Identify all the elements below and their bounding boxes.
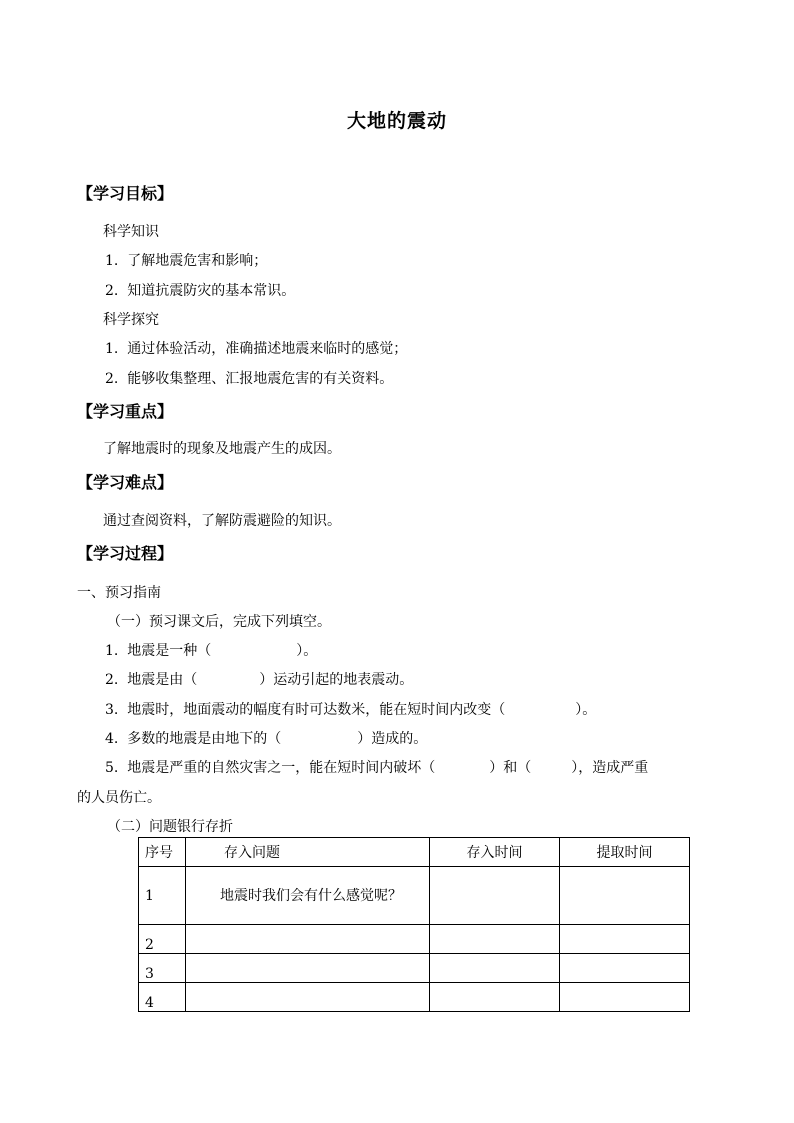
row-question bbox=[186, 954, 430, 983]
fill-item-5-continued: 的人员伤亡。 bbox=[77, 790, 161, 806]
sub1-title: （一）预习课文后，完成下列填空。 bbox=[107, 614, 331, 630]
row-number: 1 bbox=[139, 867, 186, 925]
difficulties-heading: 【学习难点】 bbox=[77, 473, 174, 492]
row-deposit-time bbox=[430, 867, 560, 925]
fill-item-4: 4. 多数的地震是由地下的（ ）造成的。 bbox=[105, 731, 428, 747]
row-withdraw-time bbox=[560, 983, 690, 1012]
row-withdraw-time bbox=[560, 867, 690, 925]
row-deposit-time bbox=[430, 983, 560, 1012]
row-question bbox=[186, 983, 430, 1012]
fill-item-5: 5. 地震是严重的自然灾害之一，能在短时间内破坏（ ）和（ ），造成严重 bbox=[105, 760, 649, 776]
knowledge-item-1: 1. 了解地震危害和影响； bbox=[105, 253, 268, 269]
header-withdraw-time: 提取时间 bbox=[560, 838, 690, 867]
row-deposit-time bbox=[430, 954, 560, 983]
key-points-text: 了解地震时的现象及地震产生的成因。 bbox=[103, 441, 341, 457]
row-number: 4 bbox=[139, 983, 186, 1012]
header-deposit-time: 存入时间 bbox=[430, 838, 560, 867]
row-deposit-time bbox=[430, 925, 560, 954]
header-no: 序号 bbox=[139, 838, 186, 867]
row-number: 2 bbox=[139, 925, 186, 954]
knowledge-item-2: 2. 知道抗震防灾的基本常识。 bbox=[105, 283, 296, 299]
knowledge-label: 科学知识 bbox=[103, 224, 159, 240]
table-row bbox=[139, 983, 690, 1012]
sub2-title: （二）问题银行存折 bbox=[107, 819, 233, 835]
difficulties-text: 通过查阅资料，了解防震避险的知识。 bbox=[103, 513, 341, 529]
page-title: 大地的震动 bbox=[346, 110, 447, 132]
fill-item-1: 1. 地震是一种（ ）。 bbox=[105, 643, 318, 659]
table-row bbox=[139, 954, 690, 983]
row-question: 地震时我们会有什么感觉呢？ bbox=[186, 867, 430, 925]
inquiry-label: 科学探究 bbox=[103, 312, 159, 328]
objectives-heading: 【学习目标】 bbox=[77, 184, 174, 203]
inquiry-item-2: 2. 能够收集整理、汇报地震危害的有关资料。 bbox=[105, 371, 394, 387]
row-withdraw-time bbox=[560, 954, 690, 983]
row-withdraw-time bbox=[560, 925, 690, 954]
header-question: 存入问题 bbox=[186, 838, 430, 867]
row-number: 3 bbox=[139, 954, 186, 983]
row-question bbox=[186, 925, 430, 954]
fill-item-3: 3. 地震时，地面震动的幅度有时可达数米，能在短时间内改变（ ）。 bbox=[105, 702, 597, 718]
key-points-heading: 【学习重点】 bbox=[77, 402, 174, 421]
table-header-row bbox=[139, 838, 690, 867]
fill-item-2: 2. 地震是由（ ）运动引起的地表震动。 bbox=[105, 672, 414, 688]
question-bank-table bbox=[138, 837, 690, 1012]
inquiry-item-1: 1. 通过体验活动，准确描述地震来临时的感觉； bbox=[105, 341, 408, 357]
table-row bbox=[139, 867, 690, 925]
part1-title: 一、预习指南 bbox=[77, 585, 161, 601]
table-row bbox=[139, 925, 690, 954]
process-heading: 【学习过程】 bbox=[77, 544, 174, 563]
